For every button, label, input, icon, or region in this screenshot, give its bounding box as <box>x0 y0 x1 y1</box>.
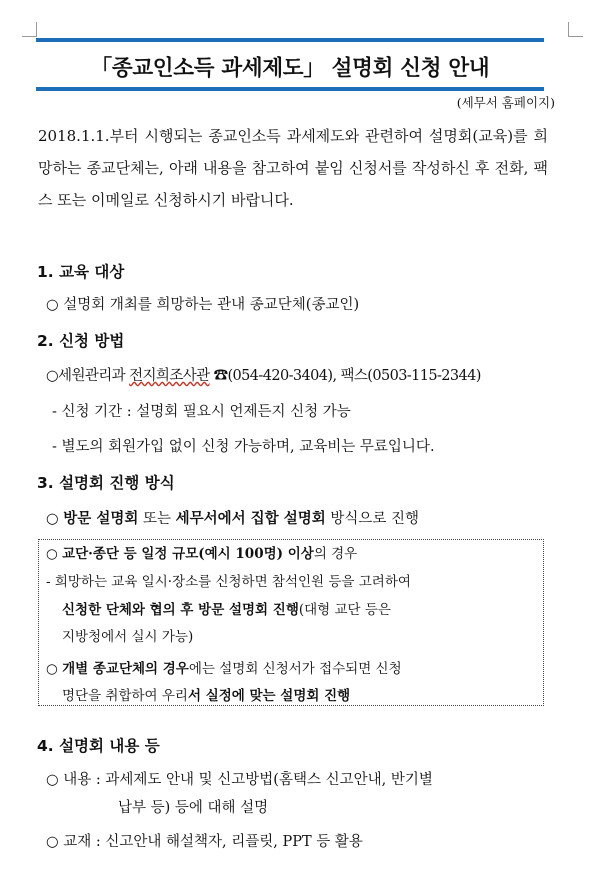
content-text-1: 과세제도 안내 및 신고방법(홈택스 신고안내, 반기별 <box>105 772 433 788</box>
source-note: (세무서 홈페이지) <box>456 95 555 110</box>
title-rule-bottom <box>36 87 544 91</box>
box-line-6 <box>62 684 350 704</box>
material-label: ○ 교재 : <box>46 834 106 850</box>
fee-note: - 별도의 회원가입 없이 신청 가능하며, 교육비는 무료입니다. <box>52 439 435 455</box>
box-line-2: - 희망하는 교육 일시·장소를 신청하면 참석인원 등을 고려하여 <box>46 574 411 590</box>
bullet: ○ <box>46 546 63 562</box>
content-label: ○ 내용 : <box>46 772 106 788</box>
page-corner-mark <box>568 22 583 37</box>
section-1-heading: 1. 교육 대상 <box>37 263 125 281</box>
individual-suffix: 에는 설명회 신청서가 접수되면 신청 <box>188 661 402 677</box>
visit-seminar: 방문 설명회 <box>63 510 139 527</box>
bullet: ○ <box>46 661 63 677</box>
contact-prefix: ○세원관리과 <box>46 368 130 384</box>
content-line <box>46 768 433 789</box>
title-box <box>36 38 544 91</box>
method-suffix: 방식으로 진행 <box>325 511 420 527</box>
individual-group-condition: 개별 종교단체의 경우 <box>62 661 189 677</box>
section-2-heading: 2. 신청 방법 <box>37 332 125 350</box>
section-3-heading: 3. 설명회 진행 방식 <box>37 474 175 492</box>
large-group-condition: 교단·종단 등 일정 규모(예시 100명) 이상 <box>62 546 314 562</box>
contact-name: 전지희조사관 <box>129 368 210 384</box>
page-corner-mark <box>22 22 37 37</box>
box-line-3 <box>62 598 391 618</box>
bullet: ○ <box>46 511 64 527</box>
collect-text: 명단을 취합하여 우리 <box>62 688 188 704</box>
large-group-note: (대형 교단 등은 <box>298 602 391 618</box>
custom-seminar: 서 실정에 맞는 설명회 진행 <box>187 688 351 704</box>
section-1-item: ○ 설명회 개최를 희망하는 관내 종교단체(종교인) <box>46 297 360 313</box>
content-text-2: 납부 등) 등에 대해 설명 <box>118 800 269 816</box>
material-line <box>46 830 363 851</box>
material-text: 신고안내 해설책자, 리플릿, PPT 등 활용 <box>105 834 363 850</box>
box-line-1 <box>46 542 357 562</box>
contact-line <box>46 364 481 385</box>
method-detail-box <box>38 539 544 706</box>
visit-after-consult: 신청한 단체와 협의 후 방문 설명회 진행 <box>62 602 299 618</box>
box-line-5 <box>46 657 402 677</box>
connector-text: 또는 <box>138 511 176 527</box>
contact-phone-fax: ☎(054-420-3404), 팩스(0503-115-2344) <box>209 368 481 384</box>
method-line <box>46 507 419 528</box>
section-4-heading: 4. 설명회 내용 등 <box>37 737 160 755</box>
condition-suffix: 의 경우 <box>313 546 358 562</box>
application-period: - 신청 기간 : 설명회 필요시 언제든지 신청 가능 <box>52 404 351 420</box>
box-line-4: 지방청에서 실시 가능) <box>62 629 194 645</box>
intro-paragraph: 2018.1.1.부터 시행되는 종교인소득 과세제도와 관련하여 설명회(교육)를 희망하는 종교단체는, 아래 내용을 참고하여 붙임 신청서를 작성하신 후 전화, 팩스 또는 이메일로 신청하시기 바랍니다. <box>38 127 548 209</box>
group-seminar: 세무서에서 집합 설명회 <box>175 510 326 527</box>
page-title: 「종교인소득 과세제도」 설명회 신청 안내 <box>90 56 490 81</box>
